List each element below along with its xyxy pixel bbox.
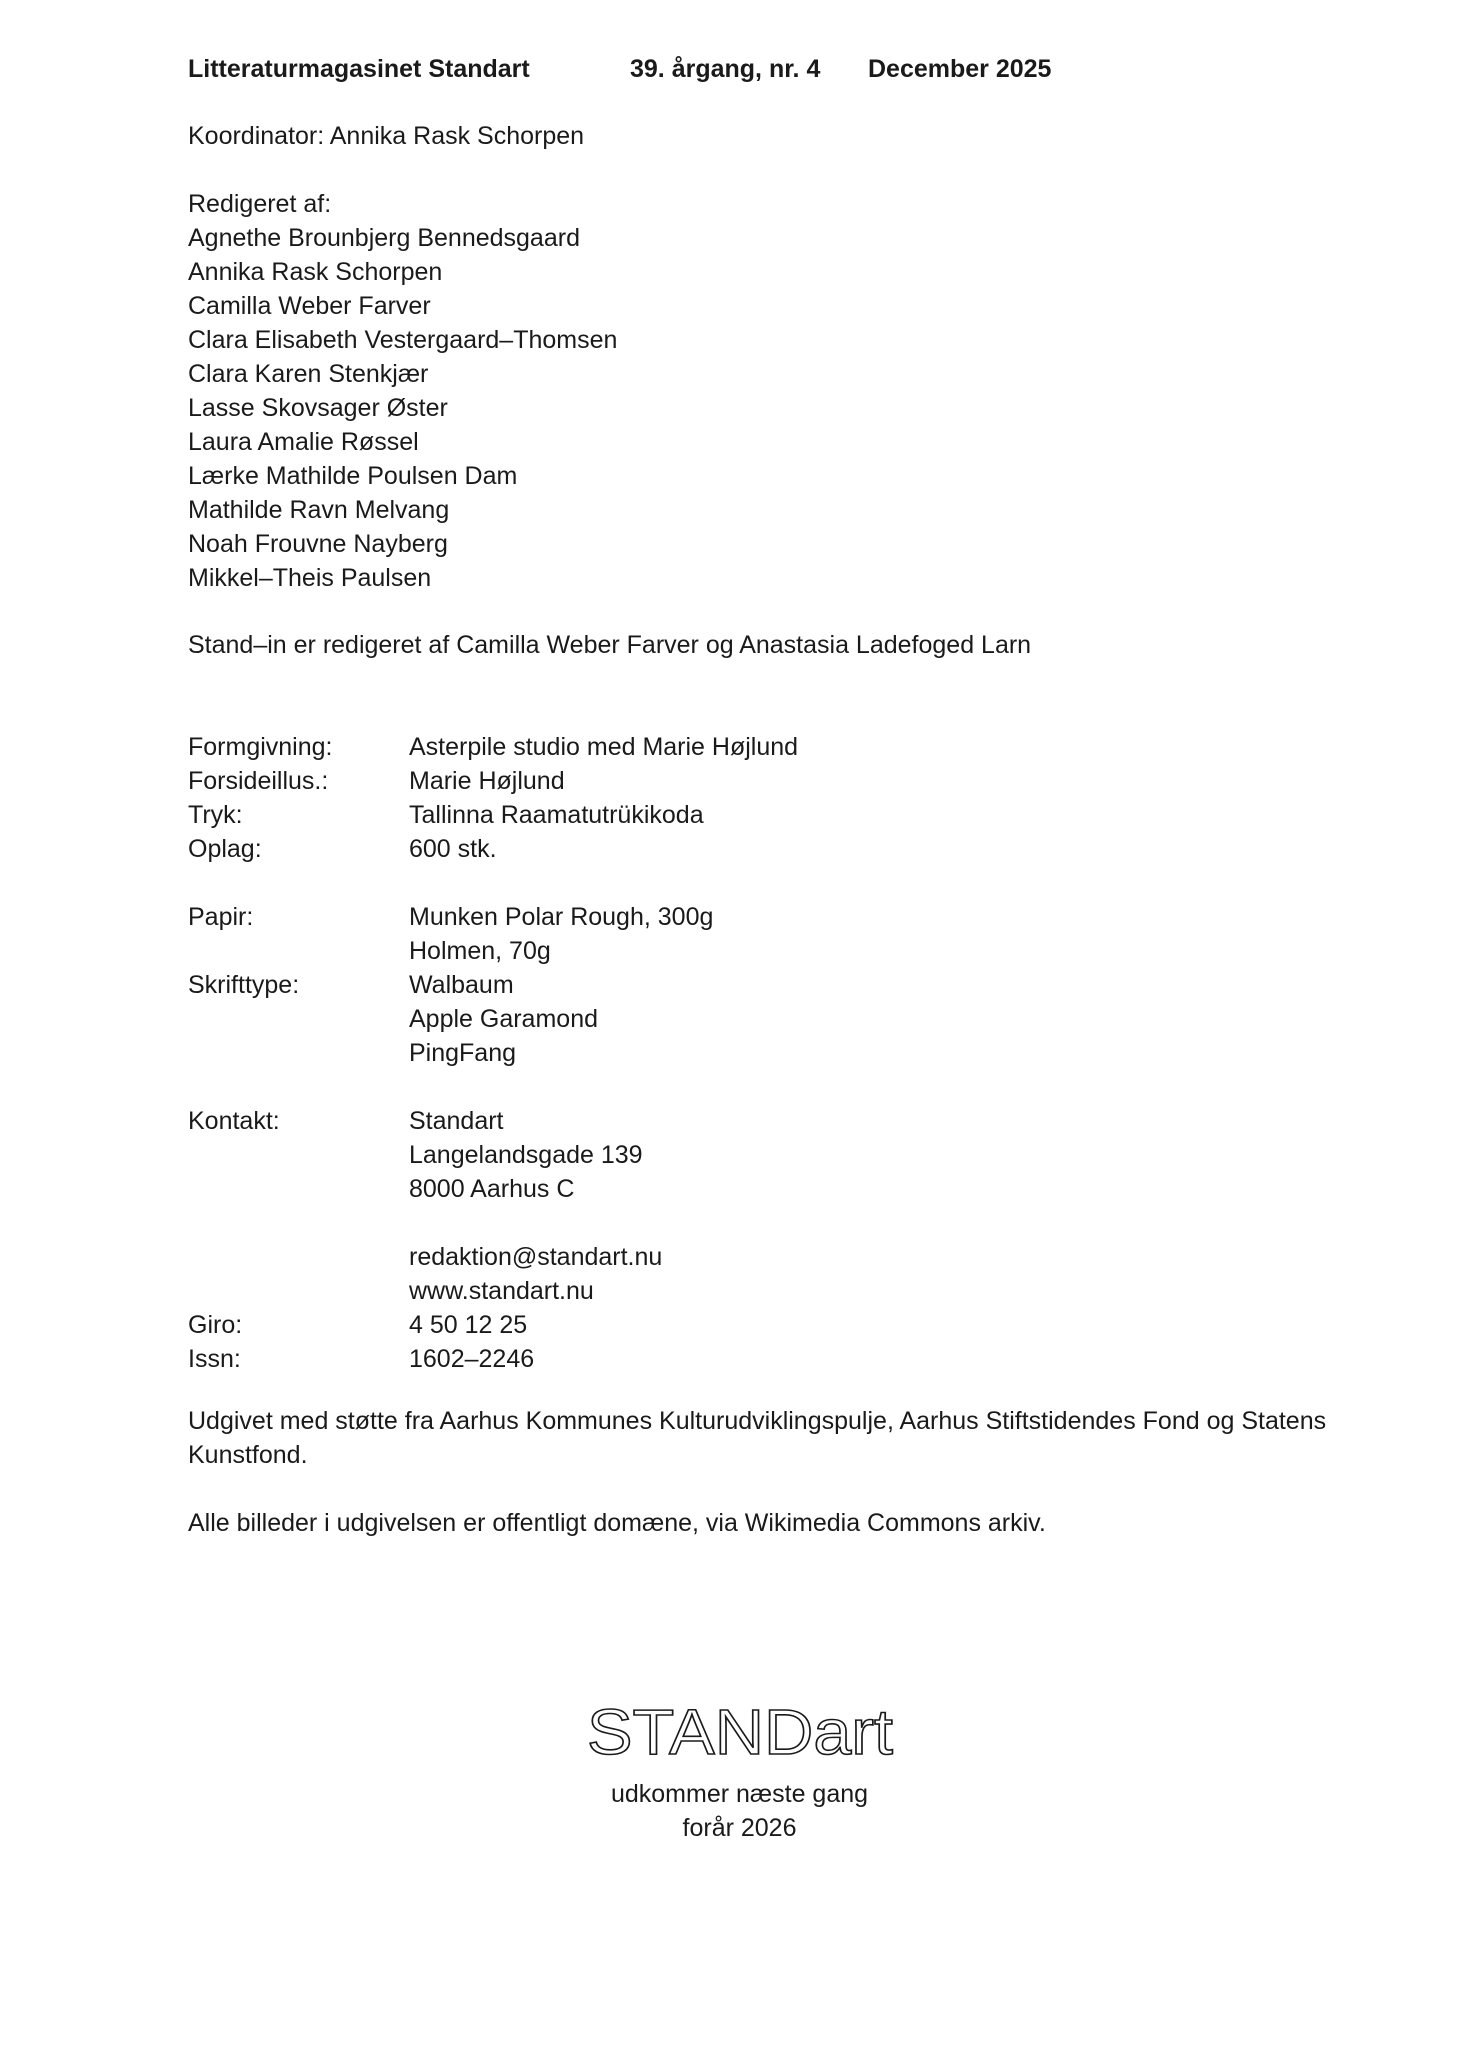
coordinator: Koordinator: Annika Rask Schorpen (188, 122, 585, 150)
editor-name: Agnethe Brounbjerg Bennedsgaard (188, 224, 580, 252)
editor-name: Noah Frouvne Nayberg (188, 530, 448, 558)
credit-row-oplag (188, 832, 798, 866)
editor-name: Clara Elisabeth Vestergaard–Thomsen (188, 326, 618, 354)
credit-label: Kontakt: (188, 1107, 280, 1135)
logo-wordmark: STANDart (587, 1696, 894, 1764)
credit-value: 600 stk. (409, 835, 497, 863)
next-issue-note (0, 1777, 1479, 1845)
contact-address-line: 8000 Aarhus C (409, 1175, 575, 1203)
credit-row-papir (188, 900, 798, 968)
next-issue-date: forår 2026 (682, 1814, 797, 1842)
editor-name: Camilla Weber Farver (188, 292, 431, 320)
editor-name: Clara Karen Stenkjær (188, 360, 429, 388)
credit-label: Skrifttype: (188, 971, 300, 999)
credit-value: Apple Garamond (409, 1005, 599, 1033)
magazine-title: Litteraturmagasinet Standart (188, 55, 530, 83)
credit-row-giro (188, 1308, 798, 1342)
editor-name: Lærke Mathilde Poulsen Dam (188, 462, 518, 490)
standart-logo (585, 1694, 897, 1764)
credit-value: Holmen, 70g (409, 937, 551, 965)
credit-row-skrifttype (188, 968, 798, 1070)
issue-number: 39. årgang, nr. 4 (630, 55, 821, 83)
credit-value: Marie Højlund (409, 767, 565, 795)
credit-value: PingFang (409, 1039, 517, 1067)
credit-label: Giro: (188, 1311, 243, 1339)
credit-value: Walbaum (409, 971, 514, 999)
issue-date: December 2025 (868, 55, 1052, 83)
image-rights-note: Alle billeder i udgivelsen er offentligt domæne, via Wikimedia Commons arkiv. (188, 1509, 1046, 1537)
credit-row-tryk (188, 798, 798, 832)
editor-name: Lasse Skovsager Øster (188, 394, 448, 422)
credit-value: Munken Polar Rough, 300g (409, 903, 714, 931)
next-issue-line: udkommer næste gang (610, 1780, 869, 1808)
editor-name: Laura Amalie Røssel (188, 428, 419, 456)
credit-row-forside (188, 764, 798, 798)
contact-email-link[interactable]: redaktion@standart.nu (409, 1243, 663, 1271)
credit-row-issn (188, 1342, 798, 1376)
credit-label: Tryk: (188, 801, 243, 829)
standin-credit: Stand–in er redigeret af Camilla Weber Farver og Anastasia Ladefoged Larn (188, 631, 1032, 659)
credit-label: Issn: (188, 1345, 241, 1373)
editors-heading: Redigeret af: (188, 190, 332, 218)
production-credits (188, 730, 798, 1376)
credit-label: Formgivning: (188, 733, 333, 761)
contact-address-line: Langelandsgade 139 (409, 1141, 643, 1169)
editor-name: Annika Rask Schorpen (188, 258, 443, 286)
credit-value: 4 50 12 25 (409, 1311, 528, 1339)
credit-value: Tallinna Raamatutrükikoda (409, 801, 704, 829)
contact-address-line: Standart (409, 1107, 504, 1135)
credit-row-kontakt (188, 1104, 798, 1308)
credit-value: 1602–2246 (409, 1345, 535, 1373)
credit-value: Asterpile studio med Marie Højlund (409, 733, 799, 761)
editor-name: Mathilde Ravn Melvang (188, 496, 450, 524)
credit-label: Papir: (188, 903, 254, 931)
support-note: Udgivet med støtte fra Aarhus Kommunes Kulturudviklingspulje, Aarhus Stiftstidendes Fond og Statens Kunstfond. (188, 1407, 1327, 1469)
credit-row-formgivning (188, 730, 798, 764)
credit-label: Oplag: (188, 835, 262, 863)
editor-name: Mikkel–Theis Paulsen (188, 564, 432, 592)
editors-list (188, 187, 1328, 595)
credit-label: Forsideillus.: (188, 767, 329, 795)
contact-web-link[interactable]: www.standart.nu (409, 1277, 594, 1305)
